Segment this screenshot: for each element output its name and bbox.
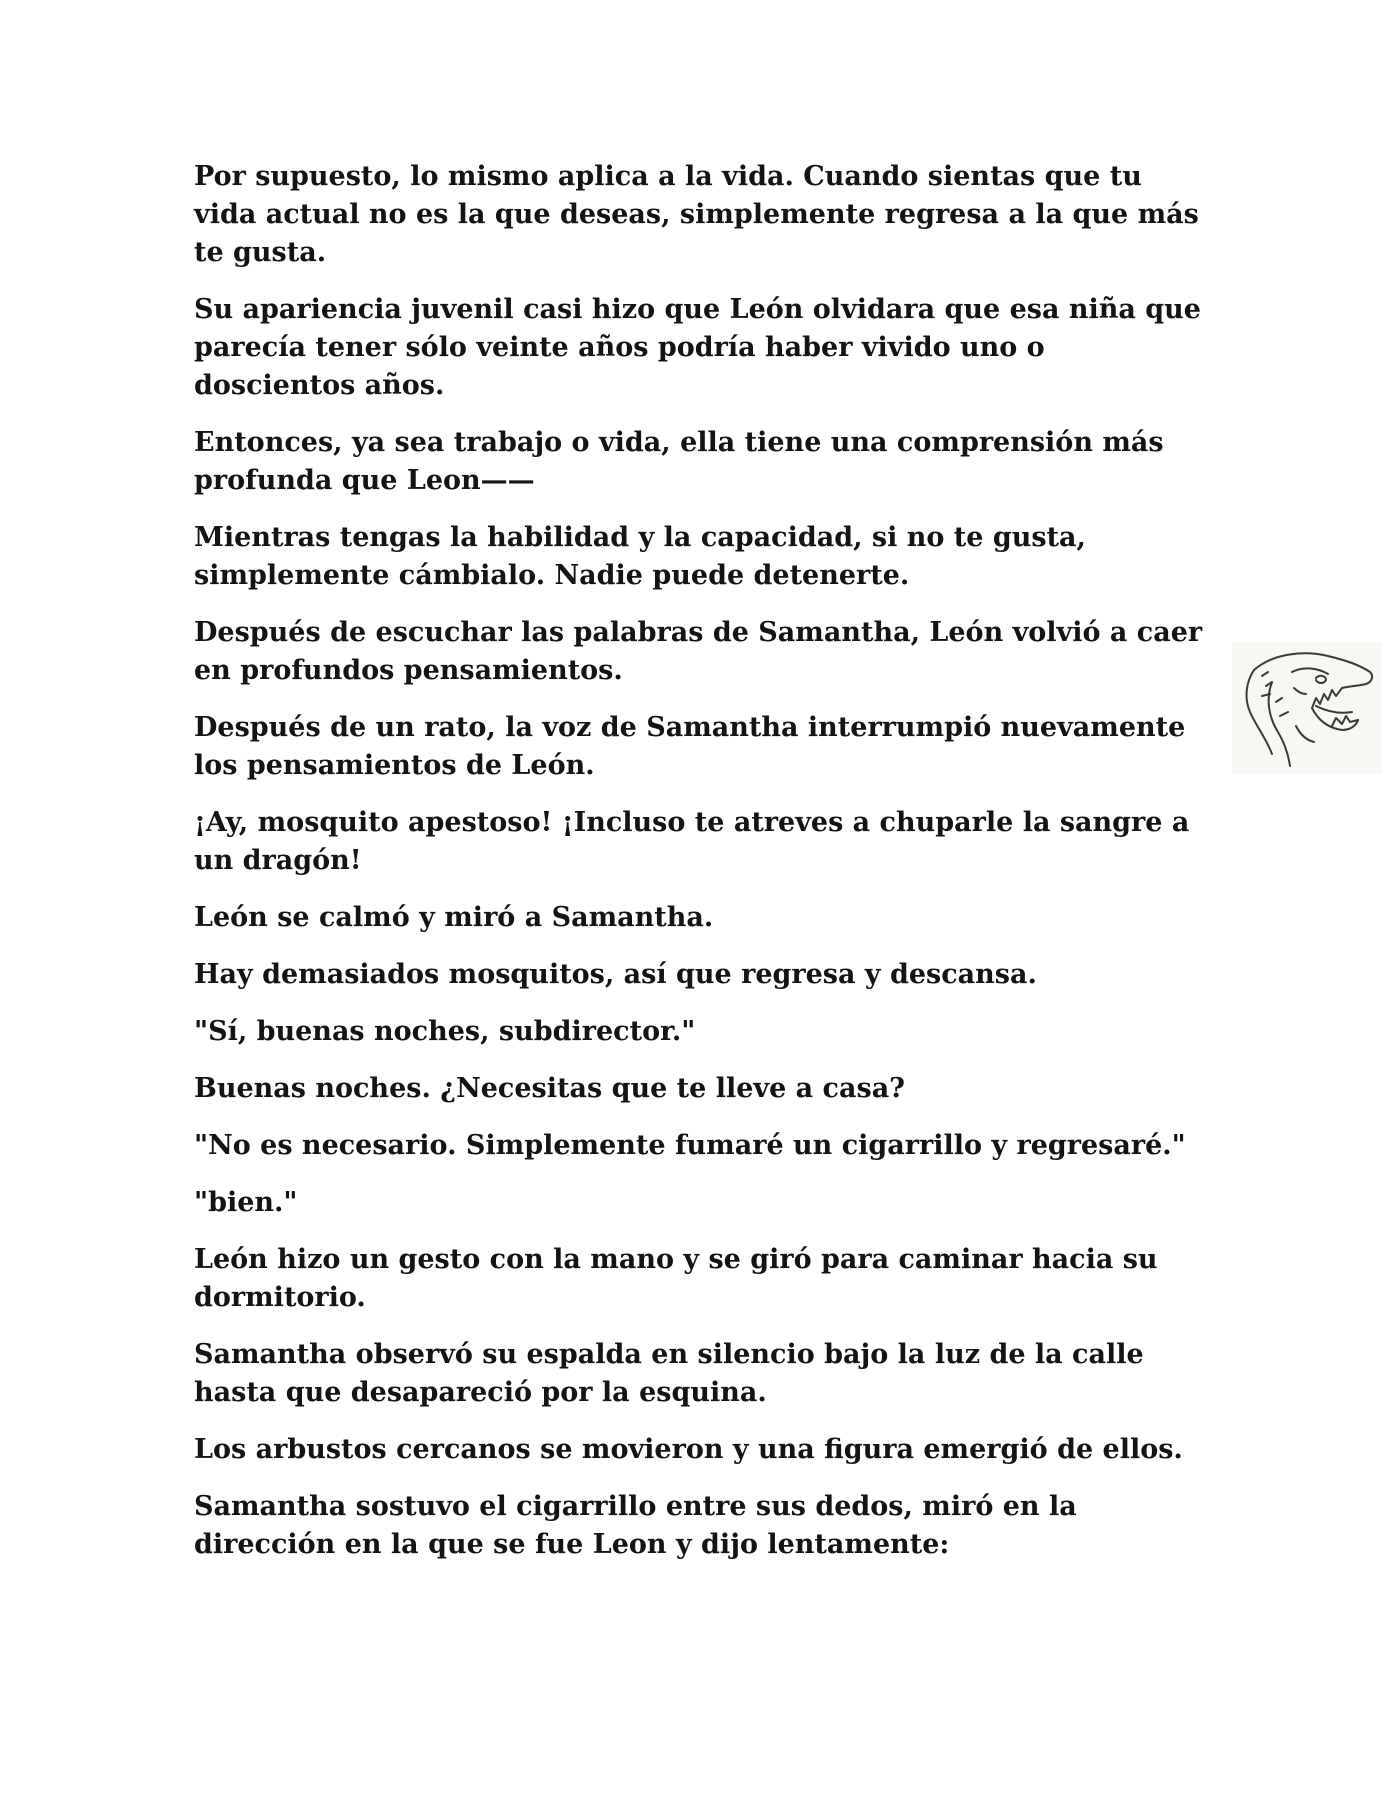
paragraph: "bien."	[194, 1187, 298, 1218]
paragraph: Samantha observó su espalda en silencio bajo la luz de la calle hasta que desapareció por la esquina.	[194, 1339, 1144, 1408]
paragraph: Después de un rato, la voz de Samantha interrumpió nuevamente los pensamientos de León.	[194, 712, 1186, 781]
paragraph: ¡Ay, mosquito apestoso! ¡Incluso te atreves a chuparle la sangre a un dragón!	[194, 807, 1190, 876]
dragon-head-sketch-icon	[1232, 642, 1382, 774]
story-text	[194, 158, 1210, 1583]
paragraph: Hay demasiados mosquitos, así que regresa y descansa.	[194, 959, 1037, 990]
paragraph: Mientras tengas la habilidad y la capacidad, si no te gusta, simplemente cámbialo. Nadie puede detenerte.	[194, 522, 1086, 591]
dragon-sketch-svg	[1232, 642, 1382, 774]
paragraph: León hizo un gesto con la mano y se giró para caminar hacia su dormitorio.	[194, 1244, 1158, 1313]
paragraph: Los arbustos cercanos se movieron y una figura emergió de ellos.	[194, 1434, 1183, 1465]
paragraph: León se calmó y miró a Samantha.	[194, 902, 714, 933]
paragraph: Samantha sostuvo el cigarrillo entre sus dedos, miró en la dirección en la que se fue Leon y dijo lentamente:	[194, 1491, 1077, 1560]
paragraph: "Sí, buenas noches, subdirector."	[194, 1016, 696, 1047]
paragraph: Entonces, ya sea trabajo o vida, ella tiene una comprensión más profunda que Leon——	[194, 427, 1164, 496]
paragraph: Buenas noches. ¿Necesitas que te lleve a casa?	[194, 1073, 906, 1104]
paragraph: "No es necesario. Simplemente fumaré un cigarrillo y regresaré."	[194, 1130, 1186, 1161]
paragraph: Después de escuchar las palabras de Samantha, León volvió a caer en profundos pensamientos.	[194, 617, 1203, 686]
paragraph: Su apariencia juvenil casi hizo que León olvidara que esa niña que parecía tener sólo veinte años podría haber vivido uno o doscientos años.	[194, 294, 1201, 401]
paragraph: Por supuesto, lo mismo aplica a la vida. Cuando sientas que tu vida actual no es la que deseas, simplemente regresa a la que más te gusta.	[194, 161, 1199, 268]
